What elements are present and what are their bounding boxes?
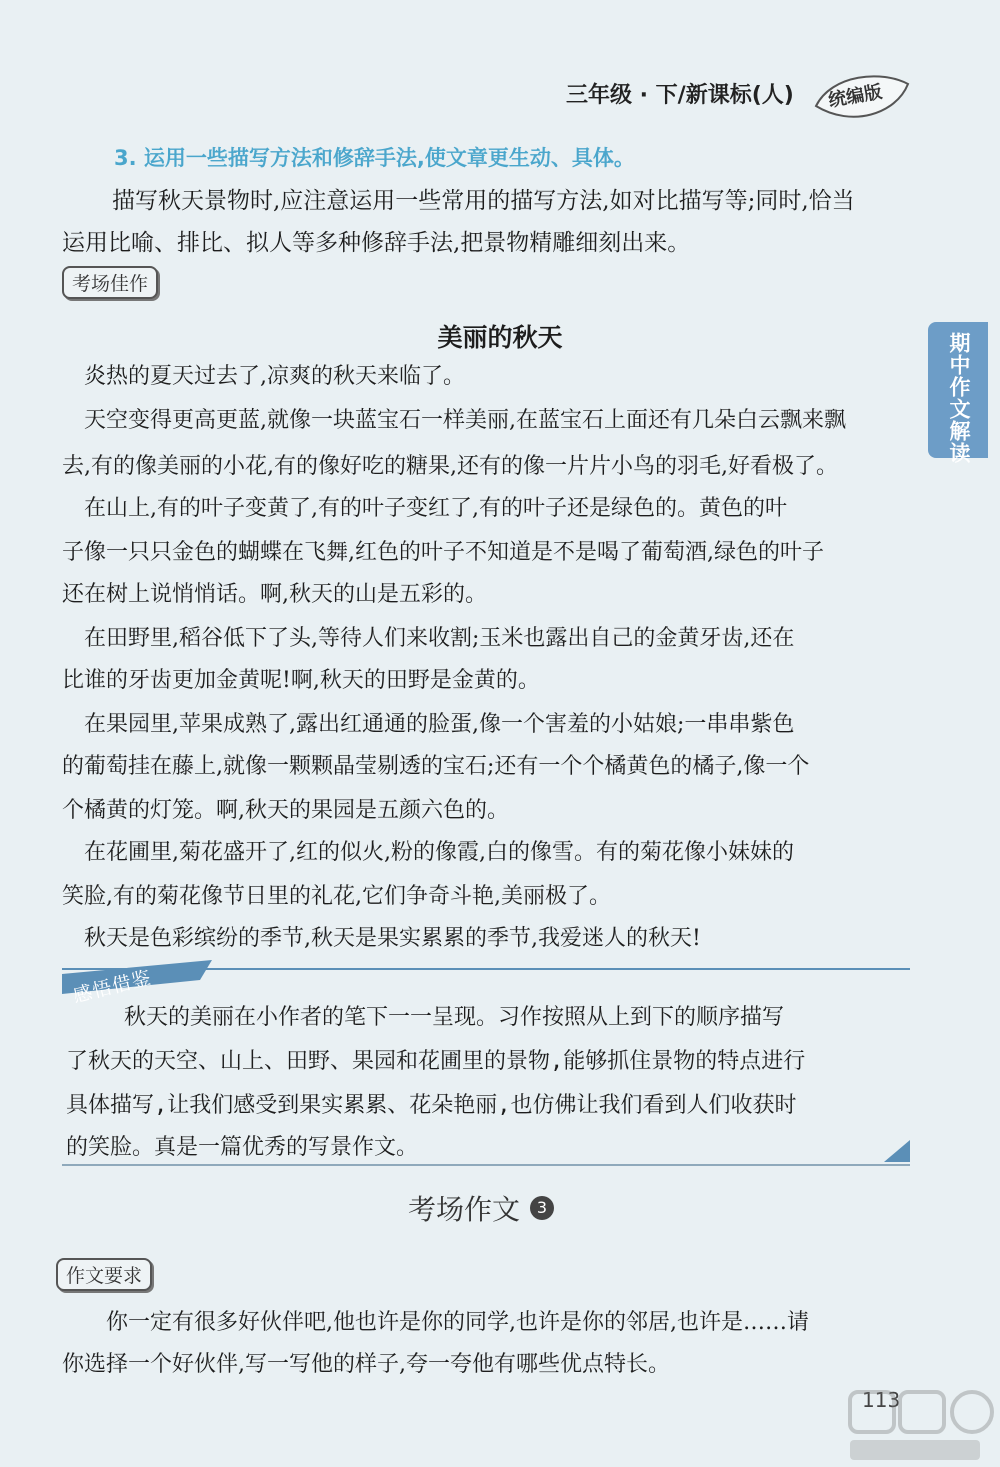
essay-line: 秋天是色彩缤纷的季节,秋天是果实累累的季节,我爱迷人的秋天!: [62, 926, 701, 951]
essay-line: 的葡萄挂在藤上,就像一颗颗晶莹剔透的宝石;还有一个个橘黄色的橘子,像一个: [62, 754, 810, 779]
essay-line: 子像一只只金色的蝴蝶在飞舞,红色的叶子不知道是不是喝了葡萄酒,绿色的叶子: [62, 540, 824, 565]
watermark-logo-icon: [830, 1382, 1000, 1467]
comment-line: 秋天的美丽在小作者的笔下一一呈现。习作按照从上到下的顺序描写: [80, 1005, 785, 1030]
essay-line: 炎热的夏天过去了,凉爽的秋天来临了。: [62, 364, 465, 389]
essay-line: 在田野里,稻谷低下了头,等待人们来收割;玉米也露出自己的金黄牙齿,还在: [62, 626, 795, 651]
side-tab-label: 期中作文解读: [947, 332, 971, 464]
essay-line: 笑脸,有的菊花像节日里的礼花,它们争奇斗艳,美丽极了。: [62, 884, 611, 909]
comment-label: 感悟借鉴: [70, 966, 154, 1008]
essay-line: 在山上,有的叶子变黄了,有的叶子变红了,有的叶子还是绿色的。黄色的叶: [62, 496, 787, 521]
essay-line: 在花圃里,菊花盛开了,红的似火,粉的像霞,白的像雪。有的菊花像小妹妹的: [62, 840, 794, 865]
tip-title: 3. 运用一些描写方法和修辞手法,使文章更生动、具体。: [114, 146, 635, 170]
page-number: 113: [862, 1388, 901, 1412]
requirement-line: 你选择一个好伙伴,写一写他的样子,夸一夸他有哪些优点特长。: [62, 1352, 670, 1377]
essay-line: 去,有的像美丽的小花,有的像好吃的糖果,还有的像一片片小鸟的羽毛,好看极了。: [62, 454, 838, 479]
essay-line: 比谁的牙齿更加金黄呢!啊,秋天的田野是金黄的。: [62, 668, 540, 693]
edition-label: 统编版: [826, 81, 884, 112]
comment-line: 的笑脸。真是一篇优秀的写景作文。: [66, 1135, 419, 1160]
section-title: 考场作文: [408, 1193, 521, 1226]
corner-triangle-icon: [884, 1140, 910, 1162]
tip-line-2: 运用比喻、排比、拟人等多种修辞手法,把景物精雕细刻出来。: [62, 230, 691, 256]
essay-line: 天空变得更高更蓝,就像一块蓝宝石一样美丽,在蓝宝石上面还有几朵白云飘来飘: [62, 408, 846, 433]
comment-line: 具体描写,让我们感受到果实累累、花朵艳丽,也仿佛让我们看到人们收获时: [66, 1093, 797, 1118]
essay-line: 还在树上说悄悄话。啊,秋天的山是五彩的。: [62, 582, 487, 607]
grade-header: 三年级 · 下/新课标(人): [566, 83, 794, 108]
tip-line-1: 描写秋天景物时,应注意运用一些常用的描写方法,如对比描写等;同时,恰当: [112, 188, 855, 214]
section-number-badge: 3: [530, 1196, 554, 1220]
requirement-line: 你一定有很多好伙伴吧,他也许是你的同学,也许是你的邻居,也许是……请: [62, 1310, 809, 1335]
essay-label: 考场佳作: [62, 266, 158, 299]
comment-line: 了秋天的天空、山上、田野、果园和花圃里的景物,能够抓住景物的特点进行: [66, 1049, 806, 1074]
requirement-label: 作文要求: [56, 1258, 152, 1291]
essay-title: 美丽的秋天: [437, 323, 563, 352]
essay-line: 在果园里,苹果成熟了,露出红通通的脸蛋,像一个害羞的小姑娘;一串串紫色: [62, 712, 795, 737]
essay-line: 个橘黄的灯笼。啊,秋天的果园是五颜六色的。: [62, 798, 509, 823]
